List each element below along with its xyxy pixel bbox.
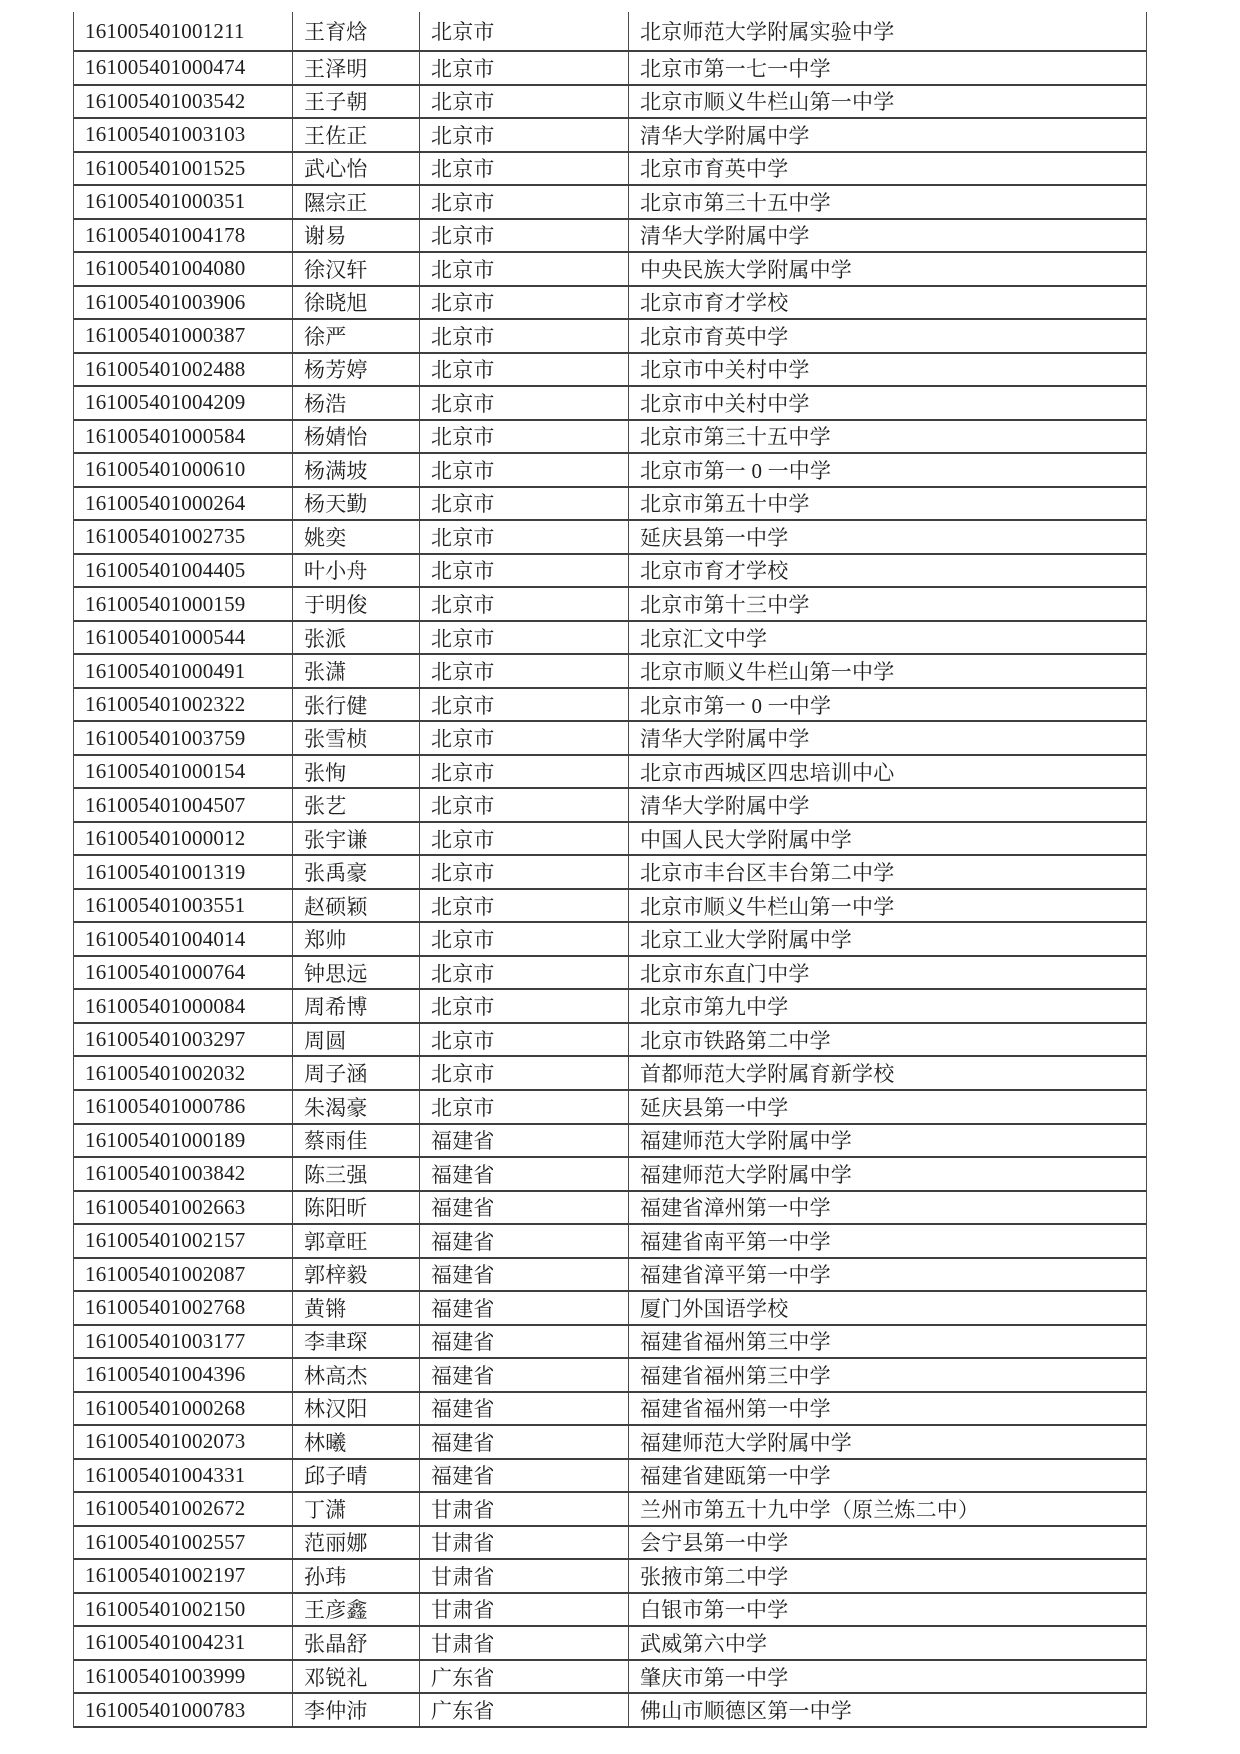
cell-school: 北京市第三十五中学 [640, 190, 831, 215]
cell-province: 北京市 [420, 354, 629, 386]
cell-name: 黄锵 [293, 1292, 420, 1324]
table-row [74, 86, 1146, 120]
cell-school: 北京市第一七一中学 [640, 56, 831, 81]
cell-school: 北京市第三十五中学 [640, 425, 831, 450]
table-row [74, 990, 1146, 1024]
cell-candidate-id: 161005401002735 [74, 521, 293, 553]
cell-school: 福建师范大学附属中学 [640, 1129, 852, 1154]
cell-candidate-id: 161005401003999 [74, 1661, 293, 1693]
table-row [74, 1225, 1146, 1259]
cell-province: 北京市 [420, 689, 629, 721]
table-row [74, 722, 1146, 756]
cell-name: 武心怡 [293, 153, 420, 185]
cell-school: 北京市西城区四忠培训中心 [640, 760, 895, 785]
cell-name: 王佐正 [293, 119, 420, 151]
cell-school: 北京师范大学附属实验中学 [640, 20, 895, 44]
cell-candidate-id: 161005401003542 [74, 86, 293, 118]
table-row [74, 119, 1146, 153]
cell-name: 叶小舟 [293, 555, 420, 587]
cell-name: 周子涵 [293, 1057, 420, 1089]
cell-province: 甘肃省 [420, 1527, 629, 1559]
table-row [74, 387, 1146, 421]
cell-school: 白银市第一中学 [640, 1598, 789, 1623]
cell-name: 朱渴豪 [293, 1091, 420, 1123]
cell-province: 北京市 [420, 756, 629, 788]
cell-candidate-id: 161005401002197 [74, 1560, 293, 1592]
table-row [74, 1057, 1146, 1091]
cell-name: 邱子晴 [293, 1460, 420, 1492]
table-row [74, 1326, 1146, 1360]
cell-school: 北京市东直门中学 [640, 961, 810, 986]
cell-name: 蔡雨佳 [293, 1125, 420, 1157]
table-row [74, 1158, 1146, 1192]
table-row [74, 521, 1146, 555]
cell-name: 郭梓毅 [293, 1259, 420, 1291]
cell-province: 广东省 [420, 1694, 629, 1726]
cell-school: 北京市第一 0 一中学 [640, 693, 832, 718]
cell-name: 徐严 [293, 320, 420, 352]
table-row [74, 890, 1146, 924]
cell-school: 福建省建瓯第一中学 [640, 1464, 831, 1489]
cell-province: 北京市 [420, 555, 629, 587]
table-row [74, 1292, 1146, 1326]
cell-province: 福建省 [420, 1259, 629, 1291]
table-row [74, 1125, 1146, 1159]
cell-province: 北京市 [420, 1091, 629, 1123]
cell-candidate-id: 161005401004209 [74, 387, 293, 419]
cell-school: 中央民族大学附属中学 [640, 257, 852, 282]
cell-name: 张艺 [293, 789, 420, 821]
table-row [74, 220, 1146, 254]
cell-candidate-id: 161005401000544 [74, 622, 293, 654]
cell-name: 钟思远 [293, 957, 420, 989]
cell-candidate-id: 161005401001319 [74, 856, 293, 888]
cell-name: 王育焓 [293, 12, 420, 50]
cell-school: 北京市中关村中学 [640, 391, 810, 416]
table-row [74, 923, 1146, 957]
cell-name: 林汉阳 [293, 1393, 420, 1425]
cell-school: 厦门外国语学校 [640, 1296, 789, 1321]
cell-province: 北京市 [420, 957, 629, 989]
cell-candidate-id: 161005401002073 [74, 1426, 293, 1458]
cell-candidate-id: 161005401003842 [74, 1158, 293, 1190]
table-row [74, 555, 1146, 589]
table-row [74, 689, 1146, 723]
cell-province: 北京市 [420, 119, 629, 151]
cell-candidate-id: 161005401000491 [74, 655, 293, 687]
cell-name: 徐汉轩 [293, 253, 420, 285]
cell-name: 杨婧怡 [293, 421, 420, 453]
cell-province: 福建省 [420, 1426, 629, 1458]
cell-candidate-id: 161005401001525 [74, 153, 293, 185]
cell-province: 北京市 [420, 186, 629, 218]
table-row [74, 1192, 1146, 1226]
cell-province: 北京市 [420, 1024, 629, 1056]
cell-school: 北京市育英中学 [640, 324, 789, 349]
table-row [74, 1393, 1146, 1427]
cell-candidate-id: 161005401000610 [74, 454, 293, 486]
cell-candidate-id: 161005401000154 [74, 756, 293, 788]
table-row [74, 1359, 1146, 1393]
cell-name: 于明俊 [293, 588, 420, 620]
cell-candidate-id: 161005401000387 [74, 320, 293, 352]
cell-province: 北京市 [420, 454, 629, 486]
cell-school: 中国人民大学附属中学 [640, 827, 852, 852]
cell-name: 林高杰 [293, 1359, 420, 1391]
cell-school: 首都师范大学附属育新学校 [640, 1062, 895, 1087]
cell-province: 北京市 [420, 588, 629, 620]
cell-province: 北京市 [420, 622, 629, 654]
cell-province: 北京市 [420, 52, 629, 84]
cell-name: 张派 [293, 622, 420, 654]
cell-name: 赵硕颖 [293, 890, 420, 922]
cell-candidate-id: 161005401004014 [74, 923, 293, 955]
cell-school: 北京市育才学校 [640, 559, 789, 584]
table-row [74, 12, 1146, 52]
cell-name: 林曦 [293, 1426, 420, 1458]
table-row [74, 354, 1146, 388]
cell-school: 福建师范大学附属中学 [640, 1430, 852, 1455]
cell-school: 福建省福州第一中学 [640, 1397, 831, 1422]
cell-province: 北京市 [420, 789, 629, 821]
table-row [74, 52, 1146, 86]
cell-school: 延庆县第一中学 [640, 1095, 789, 1120]
cell-name: 陈阳昕 [293, 1192, 420, 1224]
table-row [74, 622, 1146, 656]
cell-province: 福建省 [420, 1393, 629, 1425]
cell-candidate-id: 161005401002322 [74, 689, 293, 721]
cell-candidate-id: 161005401002663 [74, 1192, 293, 1224]
table-row [74, 1694, 1146, 1728]
cell-province: 北京市 [420, 856, 629, 888]
cell-school: 北京汇文中学 [640, 626, 768, 651]
cell-school: 北京工业大学附属中学 [640, 928, 852, 953]
cell-school: 佛山市顺德区第一中学 [640, 1699, 852, 1724]
cell-candidate-id: 161005401002032 [74, 1057, 293, 1089]
cell-province: 北京市 [420, 990, 629, 1022]
cell-candidate-id: 161005401003759 [74, 722, 293, 754]
table-row [74, 320, 1146, 354]
cell-province: 北京市 [420, 923, 629, 955]
cell-province: 甘肃省 [420, 1493, 629, 1525]
cell-name: 周希博 [293, 990, 420, 1022]
table-row [74, 789, 1146, 823]
cell-province: 甘肃省 [420, 1627, 629, 1659]
cell-province: 广东省 [420, 1661, 629, 1693]
cell-candidate-id: 161005401000474 [74, 52, 293, 84]
table-row [74, 1527, 1146, 1561]
cell-province: 福建省 [420, 1292, 629, 1324]
cell-school: 清华大学附属中学 [640, 794, 810, 819]
cell-school: 北京市第一 0 一中学 [640, 458, 832, 483]
cell-province: 北京市 [420, 655, 629, 687]
cell-candidate-id: 161005401002087 [74, 1259, 293, 1291]
cell-school: 清华大学附属中学 [640, 224, 810, 249]
table-row [74, 186, 1146, 220]
cell-name: 郑帅 [293, 923, 420, 955]
cell-school: 北京市育英中学 [640, 157, 789, 182]
cell-school: 北京市第九中学 [640, 995, 789, 1020]
cell-candidate-id: 161005401000189 [74, 1125, 293, 1157]
cell-candidate-id: 161005401000584 [74, 421, 293, 453]
cell-province: 福建省 [420, 1125, 629, 1157]
cell-candidate-id: 161005401002557 [74, 1527, 293, 1559]
cell-province: 福建省 [420, 1460, 629, 1492]
cell-candidate-id: 161005401001211 [74, 12, 293, 50]
table-row [74, 1627, 1146, 1661]
table-row [74, 287, 1146, 321]
cell-candidate-id: 161005401002488 [74, 354, 293, 386]
table-row [74, 1560, 1146, 1594]
cell-province: 福建省 [420, 1158, 629, 1190]
cell-name: 杨浩 [293, 387, 420, 419]
cell-school: 北京市第十三中学 [640, 593, 810, 617]
cell-candidate-id: 161005401004331 [74, 1460, 293, 1492]
cell-name: 陈三强 [293, 1158, 420, 1190]
cell-province: 北京市 [420, 86, 629, 118]
table-row [74, 655, 1146, 689]
table-row [74, 253, 1146, 287]
cell-name: 李仲沛 [293, 1694, 420, 1726]
cell-school: 北京市顺义牛栏山第一中学 [640, 90, 895, 115]
cell-province: 北京市 [420, 253, 629, 285]
cell-province: 福建省 [420, 1326, 629, 1358]
table-row [74, 1661, 1146, 1695]
cell-school: 张掖市第二中学 [640, 1564, 789, 1589]
cell-province: 北京市 [420, 890, 629, 922]
table-row [74, 588, 1146, 622]
cell-province: 北京市 [420, 387, 629, 419]
cell-candidate-id: 161005401000786 [74, 1091, 293, 1123]
cell-province: 甘肃省 [420, 1560, 629, 1592]
cell-province: 北京市 [420, 153, 629, 185]
cell-name: 范丽娜 [293, 1527, 420, 1559]
cell-school: 北京市铁路第二中学 [640, 1028, 831, 1053]
cell-school: 福建省福州第三中学 [640, 1363, 831, 1388]
cell-candidate-id: 161005401004396 [74, 1359, 293, 1391]
cell-province: 福建省 [420, 1225, 629, 1257]
cell-province: 北京市 [420, 488, 629, 520]
cell-province: 北京市 [420, 421, 629, 453]
table-row [74, 1024, 1146, 1058]
cell-name: 张行健 [293, 689, 420, 721]
candidate-table [73, 12, 1147, 1728]
table-row [74, 856, 1146, 890]
table-row [74, 488, 1146, 522]
cell-candidate-id: 161005401004178 [74, 220, 293, 252]
cell-candidate-id: 161005401000268 [74, 1393, 293, 1425]
cell-school: 兰州市第五十九中学（原兰炼二中） [640, 1497, 980, 1522]
table-row [74, 1259, 1146, 1293]
cell-province: 甘肃省 [420, 1594, 629, 1626]
cell-candidate-id: 161005401003177 [74, 1326, 293, 1358]
table-row [74, 421, 1146, 455]
cell-province: 北京市 [420, 12, 629, 50]
cell-name: 李聿琛 [293, 1326, 420, 1358]
cell-province: 北京市 [420, 287, 629, 319]
cell-name: 丁潇 [293, 1493, 420, 1525]
cell-name: 杨满坡 [293, 454, 420, 486]
cell-school: 清华大学附属中学 [640, 727, 810, 752]
cell-candidate-id: 161005401000783 [74, 1694, 293, 1726]
table-row [74, 454, 1146, 488]
table-row [74, 1091, 1146, 1125]
cell-name: 杨芳婷 [293, 354, 420, 386]
cell-province: 北京市 [420, 220, 629, 252]
cell-school: 肇庆市第一中学 [640, 1665, 789, 1690]
cell-school: 北京市育才学校 [640, 291, 789, 316]
cell-name: 杨天勤 [293, 488, 420, 520]
cell-name: 王子朝 [293, 86, 420, 118]
cell-candidate-id: 161005401000764 [74, 957, 293, 989]
cell-school: 福建师范大学附属中学 [640, 1162, 852, 1187]
cell-candidate-id: 161005401004231 [74, 1627, 293, 1659]
cell-school: 福建省南平第一中学 [640, 1229, 831, 1254]
cell-name: 张晶舒 [293, 1627, 420, 1659]
cell-school: 北京市中关村中学 [640, 358, 810, 383]
cell-province: 北京市 [420, 521, 629, 553]
cell-candidate-id: 161005401002157 [74, 1225, 293, 1257]
cell-province: 北京市 [420, 320, 629, 352]
cell-province: 北京市 [420, 1057, 629, 1089]
cell-school: 延庆县第一中学 [640, 525, 789, 550]
cell-school: 福建省漳平第一中学 [640, 1263, 831, 1288]
cell-name: 张潇 [293, 655, 420, 687]
cell-candidate-id: 161005401000351 [74, 186, 293, 218]
cell-province: 北京市 [420, 823, 629, 855]
cell-candidate-id: 161005401004080 [74, 253, 293, 285]
cell-name: 张宇谦 [293, 823, 420, 855]
cell-school: 清华大学附属中学 [640, 123, 810, 148]
cell-school: 北京市丰台区丰台第二中学 [640, 861, 895, 886]
cell-name: 王泽明 [293, 52, 420, 84]
cell-school: 北京市顺义牛栏山第一中学 [640, 894, 895, 919]
cell-name: 张雪桢 [293, 722, 420, 754]
cell-province: 福建省 [420, 1192, 629, 1224]
cell-name: 孙玮 [293, 1560, 420, 1592]
table-row [74, 1460, 1146, 1494]
cell-school: 武威第六中学 [640, 1631, 768, 1656]
cell-candidate-id: 161005401002768 [74, 1292, 293, 1324]
cell-school: 北京市顺义牛栏山第一中学 [640, 660, 895, 685]
cell-name: 徐晓旭 [293, 287, 420, 319]
cell-name: 姚奕 [293, 521, 420, 553]
cell-school: 福建省漳州第一中学 [640, 1196, 831, 1221]
cell-school: 会宁县第一中学 [640, 1531, 789, 1556]
table-row [74, 756, 1146, 790]
table-row [74, 153, 1146, 187]
cell-name: 张禹豪 [293, 856, 420, 888]
cell-name: 郭章旺 [293, 1225, 420, 1257]
cell-candidate-id: 161005401000264 [74, 488, 293, 520]
table-row [74, 1493, 1146, 1527]
cell-province: 福建省 [420, 1359, 629, 1391]
cell-name: 邓锐礼 [293, 1661, 420, 1693]
cell-name: 王彦鑫 [293, 1594, 420, 1626]
cell-candidate-id: 161005401003906 [74, 287, 293, 319]
cell-candidate-id: 161005401000084 [74, 990, 293, 1022]
cell-candidate-id: 161005401004405 [74, 555, 293, 587]
cell-candidate-id: 161005401000012 [74, 823, 293, 855]
cell-province: 北京市 [420, 722, 629, 754]
cell-name: 隰宗正 [293, 186, 420, 218]
table-row [74, 1594, 1146, 1628]
cell-candidate-id: 161005401002672 [74, 1493, 293, 1525]
cell-school: 北京市第五十中学 [640, 492, 810, 517]
table-row [74, 1426, 1146, 1460]
cell-school: 福建省福州第三中学 [640, 1330, 831, 1355]
cell-candidate-id: 161005401002150 [74, 1594, 293, 1626]
cell-candidate-id: 161005401003103 [74, 119, 293, 151]
table-row [74, 957, 1146, 991]
cell-candidate-id: 161005401003297 [74, 1024, 293, 1056]
cell-name: 周圆 [293, 1024, 420, 1056]
table-row [74, 823, 1146, 857]
cell-candidate-id: 161005401004507 [74, 789, 293, 821]
cell-candidate-id: 161005401000159 [74, 588, 293, 620]
cell-candidate-id: 161005401003551 [74, 890, 293, 922]
cell-name: 谢易 [293, 220, 420, 252]
cell-name: 张恂 [293, 756, 420, 788]
